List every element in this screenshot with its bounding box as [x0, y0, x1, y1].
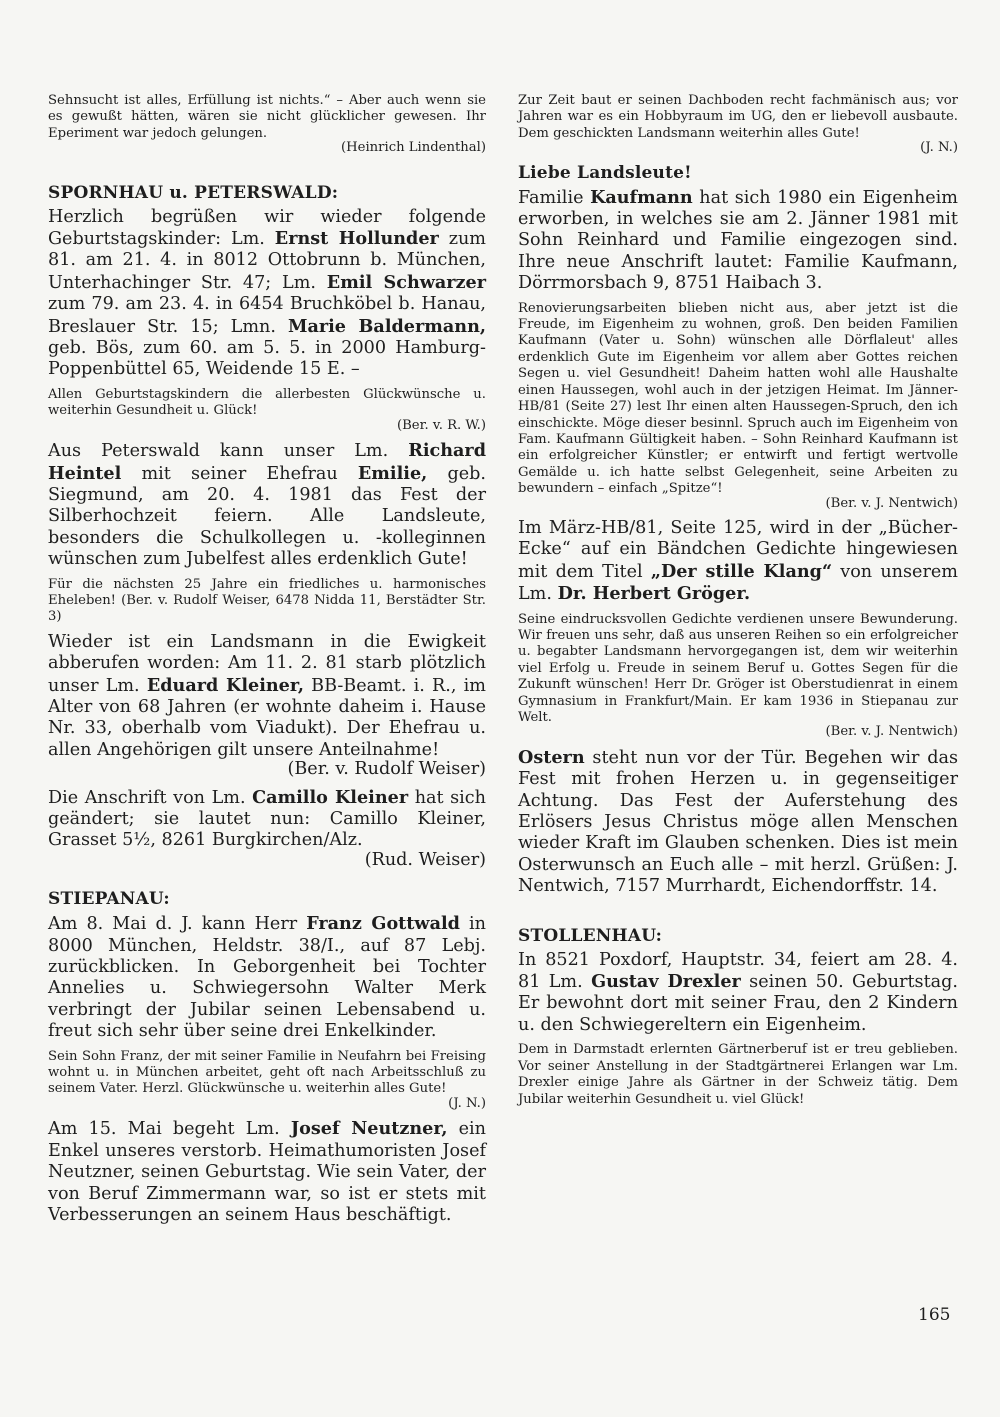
bold-name: Gustav Drexler: [591, 971, 741, 993]
text-run: geb. Siegmund, am 20. 4. 1981 das Fest der Silberhochzeit feiern. Alle Landsleute, besonders die Schulkollegen u. -kolleginnen wünschen zum Jubelfest alles erdenklich Gute!: [48, 463, 486, 570]
paragraph: [48, 632, 486, 761]
paragraph: [518, 612, 958, 727]
text-run: In 8521 Poxdorf, Hauptstr. 34, feiert am 28. 4. 81 Lm.: [518, 949, 958, 993]
section-heading: STIEPANAU:: [48, 889, 170, 910]
section-heading: Liebe Landsleute!: [518, 162, 692, 183]
attribution: (J. N.): [448, 1095, 486, 1111]
text-run: ein Enkel unseres verstorb. Heimathumoristen Josef Neutzner, seinen Geburtstag. Wie sein Vater, der von Beruf Zimmermann war, so ist er stets mit Verbesserungen an seinem Haus beschäftigt.: [48, 1119, 486, 1225]
text-run: Sehnsucht ist alles, Erfüllung ist nichts.“ – Aber auch wenn sie es gewußt hätten, wären sie nicht glücklicher gewesen. Ihr Eperiment war jedoch gelungen.: [48, 93, 486, 141]
attribution: (Ber. v. J. Nentwich): [825, 724, 958, 740]
text-run: Aus Peterswald kann unser Lm.: [48, 441, 409, 462]
right-column: [518, 93, 958, 1114]
paragraph: [518, 187, 958, 295]
text-run: von unserem Lm.: [518, 561, 958, 605]
paragraph: [48, 440, 486, 570]
paragraph: [48, 913, 486, 1042]
paragraph: [518, 747, 958, 898]
text-run: Wieder ist ein Landsmann in die Ewigkeit abberufen worden: Am 11. 2. 81 starb plötzlich unser Lm.: [48, 631, 486, 696]
text-run: Allen Geburtstagskindern die allerbesten Glückwünsche u. weiterhin Gesundheit u. Glück!: [48, 386, 486, 419]
text-run: BB-Beamt. i. R., im Alter von 68 Jahren (er wohnte daheim i. Hause Nr. 33, oberhalb vom Viadukt). Der Ehefrau u. allen Angehörigen gilt unsere Anteilnahme!: [48, 675, 486, 760]
paragraph: [518, 518, 958, 606]
bold-name: Dr. Herbert Gröger.: [557, 583, 751, 605]
bold-name: Kaufmann: [590, 186, 693, 208]
text-run: Familie: [518, 187, 591, 208]
paragraph: [48, 1049, 486, 1098]
bold-name: Franz Gottwald: [306, 913, 460, 935]
text-run: Dem in Darmstadt erlernten Gärtnerberuf ist er treu geblieben. Vor seiner Anstellung in der Stadtgärtnerei Erlangen war Lm. Drexler einige Jahre als Gärtner in der Schweiz tätig. Dem Jubilar weiterhin Gesundheit u. viel Glück!: [518, 1042, 958, 1107]
text-run: steht nun vor der Tür. Begehen wir das Fest mit frohen Herzen u. in gegenseitiger Achtung. Das Fest der Auferstehung des Erlösers Jesus Christus möge allen Menschen wieder Kraft im Glauben schenken. Dies ist mein Osterwunsch an Euch alle – mit herzl. Grüßen: J. Nentwich, 7157 Murrhardt, Eichendorffstr. 14.: [518, 747, 958, 897]
paragraph: [518, 1042, 958, 1108]
text-run: seinen 50. Geburtstag. Er bewohnt dort mit seiner Frau, den 2 Kindern u. den Schwiegereltern ein Eigenheim.: [518, 972, 959, 1035]
text-run: Sein Sohn Franz, der mit seiner Familie in Neufahrn bei Freising wohnt u. in München arbeitet, geht oft nach Arbeitsschluß zu seinem Vater. Herzl. Glückwünsche u. weiterhin alles Gute!: [48, 1048, 486, 1097]
bold-name: Emilie,: [357, 462, 428, 484]
paragraph: [518, 93, 958, 142]
text-run: mit seiner Ehefrau: [121, 463, 358, 484]
attribution: (Ber. v. J. Nentwich): [825, 495, 958, 511]
bold-name: „Der stille Klang“: [650, 560, 833, 582]
section-heading: STOLLENHAU:: [518, 925, 663, 946]
paragraph: [48, 93, 486, 142]
attribution: (Ber. v. R. W.): [396, 417, 486, 433]
paragraph: [48, 387, 486, 420]
paragraph: [518, 950, 958, 1037]
attribution: (Ber. v. Rudolf Weiser): [287, 759, 486, 780]
text-run: Für die nächsten 25 Jahre ein friedliches u. harmonisches Eheleben! (Ber. v. Rudolf Weiser, 6478 Nidda 11, Berstädter Str. 3): [48, 576, 486, 625]
bold-name: Eduard Kleiner,: [146, 674, 304, 696]
paragraph: [48, 787, 486, 852]
paragraph: [48, 1118, 486, 1226]
text-run: Die Anschrift von Lm.: [48, 787, 253, 808]
attribution: (Rud. Weiser): [364, 849, 486, 870]
paragraph: [48, 207, 486, 381]
text-run: Am 8. Mai d. J. kann Herr: [48, 914, 307, 935]
bold-name: Marie Baldermann,: [287, 315, 486, 337]
attribution: (J. N.): [920, 140, 958, 156]
paragraph: [48, 577, 486, 626]
text-run: Am 15. Mai begeht Lm.: [48, 1119, 291, 1140]
text-run: Seine eindrucksvollen Gedichte verdienen unsere Bewunderung. Wir freuen uns sehr, daß aus unseren Reihen so ein erfolgreicher u. begabter Landsmann hervorgegangen ist, dem wir weiterhin viel Erfolg u. Freude in seinem Beruf u. Gottes Segen für die Zukunft wünschen! Herr Dr. Gröger ist Oberstudienrat in einem Gymnasium in Frankfurt/Main. Er kam 1936 in Stiepanau zur Welt.: [518, 611, 958, 725]
bold-name: Ernst Hollunder: [274, 228, 439, 250]
bold-name: Emil Schwarzer: [326, 271, 487, 293]
text-run: Im März-HB/81, Seite 125, wird in der „Bücher-Ecke“ auf ein Bändchen Gedichte hingewiesen mit dem Titel: [518, 517, 958, 582]
text-run: zum 81. am 21. 4. in 8012 Ottobrunn b. München, Unterhachinger Str. 47; Lm.: [48, 229, 486, 293]
text-run: Renovierungsarbeiten blieben nicht aus, aber jetzt ist die Freude, im Eigenheim zu wohnen, groß. Den beiden Familien Kaufmann (Vater u. Sohn) wünschen alle Dörflaleut' alles erdenklich Gute im Eigenheim vor allem aber Gottes reichen Segen u. viel Gesundheit! Daheim hatten wohl alle Haushalte einen Haussegen, wohl auch in der jetzigen Heimat. Im Jänner-HB/81 (Seite 27) lest Ihr einen alten Haussegen-Spruch, den ich einschickte. Möge dieser besinnl. Spruch auch im Eigenheim von Fam. Kaufmann Gültigkeit haben. – Sohn Reinhard Kaufmann ist ein erfolgreicher Künstler; er entwirft und fertigt wertvolle Gemälde u. ich hatte selbst Gelegenheit, seine Arbeiten zu bewundern – einfach „Spitze“!: [518, 300, 958, 497]
attribution: (Heinrich Lindenthal): [341, 140, 486, 156]
bold-name: Richard Heintel: [48, 440, 486, 484]
section-heading: SPORNHAU u. PETERSWALD:: [48, 182, 339, 203]
bold-name: Ostern: [518, 746, 585, 768]
page-number: 165: [918, 1305, 951, 1325]
text-run: Zur Zeit baut er seinen Dachboden recht fachmänisch aus; vor Jahren war es ein Hobbyraum im UG, den er liebevoll ausbaute. Dem geschickten Landsmann weiterhin alles Gute!: [518, 93, 958, 141]
text-run: geb. Bös, zum 60. am 5. 5. in 2000 Hamburg-Poppenbüttel 65, Weidende 15 E. –: [48, 338, 486, 380]
text-run: hat sich 1980 ein Eigenheim erworben, in welches sie am 2. Jänner 1981 mit Sohn Reinhard und Familie eingezogen sind. Ihre neue Anschrift lautet: Familie Kaufmann, Dörrmorsbach 9, 8751 Haibach 3.: [518, 187, 958, 294]
text-run: zum 79. am 23. 4. in 6454 Bruchköbel b. Hanau, Breslauer Str. 15; Lmn.: [48, 294, 486, 337]
bold-name: Camillo Kleiner: [252, 786, 409, 808]
paragraph: [518, 301, 958, 498]
text-run: hat sich geändert; sie lautet nun: Camillo Kleiner, Grasset 5½, 8261 Burgkirchen/Alz.: [48, 787, 486, 851]
left-column: [48, 93, 486, 1232]
text-run: in 8000 München, Heldstr. 38/I., auf 87 Lebj. zurückblicken. In Geborgenheit bei Tochter Annelies u. Schwiegersohn Walter Merk verbringt der Jubilar seinen Lebensabend u. freut sich sehr über seine drei Enkelkinder.: [48, 914, 486, 1042]
bold-name: Josef Neutzner,: [290, 1118, 448, 1140]
text-run: Herzlich begrüßen wir wieder folgende Geburtstagskinder: Lm.: [48, 206, 486, 250]
